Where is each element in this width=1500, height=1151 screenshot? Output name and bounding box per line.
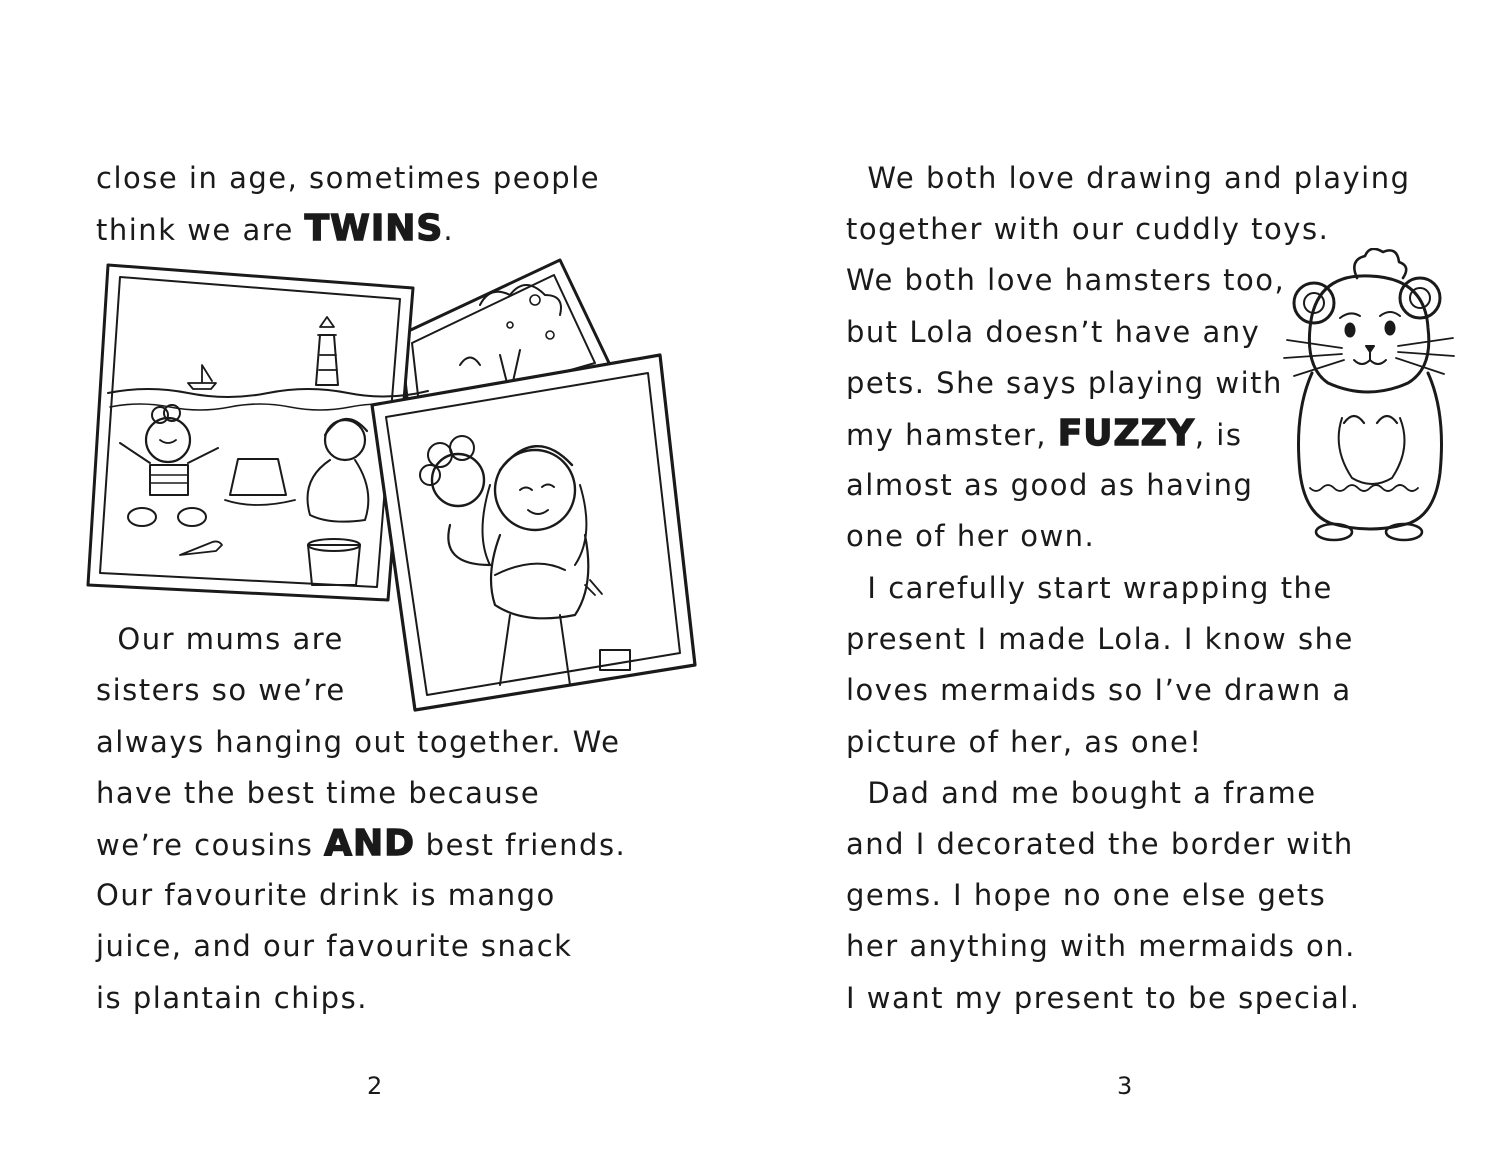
- text-line: present I made Lola. I know she: [846, 622, 1354, 656]
- text-line: [96, 823, 627, 864]
- text-line: I carefully start wrapping the: [846, 571, 1333, 605]
- text-line: but Lola doesn’t have any: [846, 315, 1261, 349]
- text-span: my hamster,: [846, 418, 1058, 452]
- text-line: picture of her, as one!: [846, 725, 1203, 759]
- text-line: pets. She says playing with: [846, 366, 1283, 400]
- emphasis-and: AND: [324, 823, 415, 864]
- text-line: almost as good as having: [846, 468, 1254, 502]
- text-line: have the best time because: [96, 776, 541, 810]
- text-line: juice, and our favourite snack: [96, 929, 573, 963]
- photos-illustration: [80, 255, 700, 715]
- text-span: we’re cousins: [96, 828, 325, 862]
- text-span: best friends.: [414, 828, 627, 862]
- emphasis-fuzzy: FUZZY: [1057, 413, 1195, 454]
- text-span: .: [443, 213, 455, 247]
- text-line: loves mermaids so I’ve drawn a: [846, 673, 1352, 707]
- text-line: [846, 413, 1243, 454]
- emphasis-twins: TWINS: [304, 208, 444, 249]
- text-line: together with our cuddly toys.: [846, 212, 1330, 246]
- text-line: gems. I hope no one else gets: [846, 878, 1327, 912]
- text-line: [96, 208, 455, 249]
- page-number: 3: [1117, 1072, 1133, 1100]
- page-number: 2: [367, 1072, 383, 1100]
- text-line: one of her own.: [846, 519, 1096, 553]
- text-line: her anything with mermaids on.: [846, 929, 1356, 963]
- text-line: Our favourite drink is mango: [96, 878, 556, 912]
- text-line: We both love drawing and playing: [846, 161, 1411, 195]
- hug-photo-icon: [372, 355, 695, 710]
- text-line: is plantain chips.: [96, 981, 368, 1015]
- text-span: , is: [1194, 418, 1243, 452]
- hamster-icon: [1282, 248, 1457, 548]
- text-line: I want my present to be special.: [846, 981, 1361, 1015]
- text-line: Our mums are: [96, 622, 344, 656]
- text-line: close in age, sometimes people: [96, 161, 601, 195]
- text-line: Dad and me bought a frame: [846, 776, 1317, 810]
- text-span: think we are: [96, 213, 305, 247]
- text-line: sisters so we’re: [96, 673, 346, 707]
- text-line: and I decorated the border with: [846, 827, 1354, 861]
- text-line: We both love hamsters too,: [846, 263, 1286, 297]
- text-line: always hanging out together. We: [96, 725, 621, 759]
